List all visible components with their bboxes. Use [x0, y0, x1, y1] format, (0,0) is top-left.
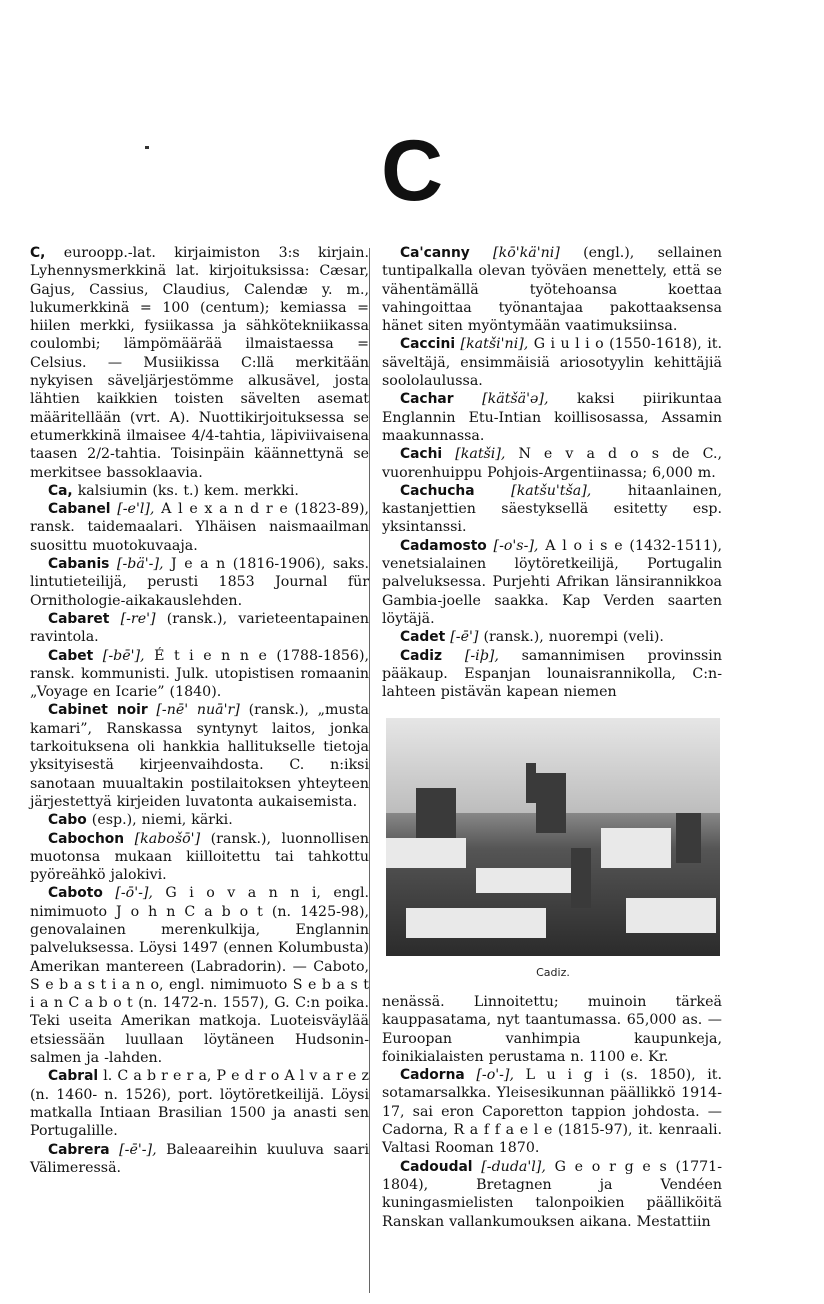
right-column-top — [382, 244, 722, 701]
dictionary-entry — [382, 537, 722, 628]
entry-headword: Cachar — [400, 391, 454, 408]
dictionary-entry — [382, 628, 722, 646]
entry-text: G e o r g e s (1771-1804), Bretagnen ja Vendéen kuningasmielisten talonpoikien päälliköitä Ranskan vallankumouksen aikana. Mestattiin — [382, 1158, 722, 1230]
entry-headword: Cabinet noir — [48, 702, 148, 719]
dictionary-entry — [382, 482, 722, 537]
entry-headword: Cadiz — [400, 647, 443, 664]
entry-headword: Cabrera — [48, 1141, 110, 1158]
photo-caption: Cadiz. — [536, 966, 570, 979]
page-letter-heading: C — [380, 123, 444, 219]
entry-headword: Cachucha — [400, 482, 475, 499]
entry-headword: Cachi — [400, 446, 443, 463]
entry-headword: Ca'canny — [400, 245, 470, 261]
entry-text: (ransk.), luonnollisen muotonsa mukaan kiilloitettu tai tahkottu pyöreähkö jalokivi. — [30, 830, 369, 884]
entry-headword: Cadoudal — [400, 1158, 473, 1175]
cadiz-photo — [386, 718, 720, 956]
entry-headword: Cabet — [48, 647, 94, 664]
left-column — [30, 244, 369, 1177]
dictionary-entry — [30, 701, 369, 811]
entry-headword: Cabochon — [48, 830, 125, 847]
dictionary-entry — [30, 647, 369, 702]
entry-pronunciation: [kabošō'] — [124, 830, 201, 847]
entry-text: É t i e n n e (1788-1856), ransk. kommunisti. Julk. utopistisen romaanin „Voyage en Icarie” (1840). — [30, 647, 369, 701]
entry-text: hitaanlainen, kastanjettien säestyksellä esitetty esp. yksintanssi. — [382, 482, 722, 536]
entry-text: (ransk.), „musta kamari”, Ranskassa syntynyt laitos, jonka tarkoituksena oli hankkia hallitukselle tietoja yksityisestä kirjeenvaihdosta. C. n:iksi sanotaan muualtakin postilaitoksen yhteyteen järjestettyä kirjeiden luvatonta aukaisemista. — [30, 702, 370, 810]
entry-pronunciation: [-o'-], — [464, 1067, 514, 1084]
entry-text: kaksi piirikuntaa Englannin Etu-Intian koillisosassa, Assamin maakunnassa. — [382, 391, 722, 444]
dictionary-entry — [30, 482, 369, 500]
dictionary-entry — [382, 993, 722, 1066]
dictionary-entry — [30, 811, 369, 829]
entry-text: N e v a d o s de C., vuorenhuippu Pohjois-Argentiinassa; 6,000 m. — [382, 446, 722, 481]
entry-text: l. C a b r e r a, P e d r o A l v a r e z (n. 1460- n. 1526), port. löytöretkeilijä. Löysi matkalla Intiaan Brasilian 1500 ja anasti sen Portugalille. — [30, 1068, 369, 1140]
entry-pronunciation: [-bä'-], — [109, 556, 164, 573]
entry-pronunciation: [kō'kä'ni] — [469, 245, 560, 261]
entry-text: (ransk.), varieteentapainen ravintola. — [30, 610, 369, 646]
entry-pronunciation: [-bē'], — [93, 647, 145, 664]
entry-text: kalsiumin (ks. t.) kem. merkki. — [72, 482, 299, 499]
entry-text: euroopp.-lat. kirjaimiston 3:s kirjain. Lyhennysmerkkinä lat. kirjoituksissa: Cæsar, Gajus, Cassius, Claudius, Calendæ y. m., lukumerkkinä = 100 (centum); kemiassa = hiilen merkki, fysiikassa ja sähkötekniikassa coulombi; lämpömäärää ilmaistaessa = Celsius. — Musiikissa C:llä merkitään nykyisen säveljärjestömme alkusävel, josta lähtien kaikkien toisten sävelten asemat määritellään (vrt. A). Nuottikirjoituksessa se etumerkkinä ilmaisee 4/4-tahtia, läpiviivaisena taasen 2/2-tahtia. Toisinpäin käännettynä se merkitsee bassoklaavia. — [30, 245, 369, 481]
entry-pronunciation: [kätšä'ə], — [453, 391, 549, 408]
entry-pronunciation: [katši], — [442, 446, 506, 463]
entry-text: nenässä. Linnoitettu; muinoin tärkeä kauppasatama, nyt taantumassa. 65,000 as. — Euroopan vanhimpia kaupunkeja, foinikialaisten perustama n. 1100 e. Kr. — [382, 994, 722, 1065]
dictionary-entry — [30, 1141, 369, 1178]
entry-pronunciation: [-o's-], — [486, 537, 539, 554]
entry-headword: Cabanis — [48, 556, 110, 573]
entry-text: G i o v a n n i, engl. nimimuoto J o h n C a b o t (n. 1425-98), genovalainen merenkulkija, Englannin palveluksessa. Löysi 1497 (ennen Kolumbusta) Amerikan mantereen (Labradorin). — Caboto, S e b a s t i a n o, engl. nimimuoto S e b a s t i a n C a b o t (n. 1472-n. 1557), G. C:n poika. Teki useita Amerikan matkoja. Luoteisväylää etsiessään luullaan löytäneen Hudsonin-salmen ja -lahden. — [30, 885, 369, 1067]
entry-headword: Cadorna — [400, 1067, 465, 1084]
entry-headword: Cabanel — [48, 501, 111, 518]
dictionary-entry — [382, 335, 722, 390]
entry-headword: Cadet — [400, 629, 446, 646]
dictionary-entry — [30, 555, 369, 610]
entry-text: Baleaareihin kuuluva saari Välimeressä. — [30, 1141, 369, 1176]
dictionary-entry — [30, 610, 369, 647]
entry-headword: Cabral — [48, 1068, 99, 1085]
entry-pronunciation: [-re'] — [109, 610, 156, 627]
entry-headword: Ca, — [48, 482, 73, 499]
entry-pronunciation: [-nē' nuā'r] — [147, 702, 240, 719]
entry-pronunciation: [-ō'-], — [102, 885, 153, 902]
entry-text: L u i g i (s. 1850), it. sotamarsalkka. Yleisesikunnan päällikkö 1914-17, sai eron Caporetton tappion johdosta. — Cadorna, R a f f a e l e (1815-97), it. kenraali. Valtasi Rooman 1870. — [382, 1067, 722, 1157]
entry-headword: Cabo — [48, 812, 87, 829]
entry-pronunciation: [katšu'tša], — [474, 482, 592, 499]
dictionary-entry — [30, 830, 369, 885]
entry-text: samannimisen provinssin pääkaup. Espanjan lounaisrannikolla, C:n-lahteen pistävän kapean niemen — [382, 647, 722, 701]
dictionary-entry — [30, 884, 369, 1067]
entry-text: G i u l i o (1550-1618), it. säveltäjä, ensimmäisiä ariosotyylin kehittäjiä soololaulussa. — [382, 336, 722, 390]
entry-headword: Cadamosto — [400, 537, 487, 554]
entry-pronunciation: [-duda'l], — [472, 1158, 546, 1175]
entry-text: A l o i s e (1432-1511), venetsialainen löytöretkeilijä, Portugalin palveluksessa. Purjehti Afrikan länsirannikkoa Gambia-joelle saakka. Kap Verden saarten löytäjä. — [382, 537, 722, 627]
dictionary-entry — [382, 390, 722, 445]
entry-headword: Caccini — [400, 336, 456, 353]
dictionary-entry — [30, 244, 369, 482]
dictionary-entry — [382, 1066, 722, 1157]
dictionary-entry — [382, 244, 722, 335]
entry-text: J e a n (1816-1906), saks. lintutieteilijä, perusti 1853 Journal für Ornithologie-aikakauslehden. — [30, 556, 369, 609]
right-column-bottom — [382, 993, 722, 1231]
entry-pronunciation: [katši'ni], — [455, 336, 529, 353]
entry-pronunciation: [-ē'-], — [109, 1141, 157, 1158]
entry-pronunciation: [-ē'] — [445, 629, 479, 646]
entry-headword: C, — [30, 245, 46, 261]
entry-headword: Cabaret — [48, 610, 110, 627]
stray-mark — [145, 146, 149, 149]
dictionary-entry — [382, 445, 722, 482]
entry-text: (esp.), niemi, kärki. — [86, 812, 233, 829]
dictionary-entry — [30, 1067, 369, 1140]
entry-text: A l e x a n d r e (1823-89), ransk. taidemaalari. Ylhäisen naismaailman suosittu muotokuvaaja. — [30, 501, 370, 554]
entry-pronunciation: [-e'l], — [110, 501, 155, 518]
dictionary-entry — [382, 647, 722, 702]
entry-text: (ransk.), nuorempi (veli). — [478, 629, 664, 646]
entry-headword: Caboto — [48, 885, 103, 902]
dictionary-entry — [382, 1158, 722, 1231]
dictionary-entry — [30, 500, 369, 555]
entry-text: (engl.), sellainen tuntipalkalla olevan työväen menettely, että se vähentämällä työtehoansa koettaa vahingoittaa työnantajaa pakottaaksensa hänet siten myöntymään vaatimuksiinsa. — [382, 245, 723, 335]
column-divider — [369, 248, 370, 1293]
entry-pronunciation: [-iþ], — [442, 647, 499, 664]
